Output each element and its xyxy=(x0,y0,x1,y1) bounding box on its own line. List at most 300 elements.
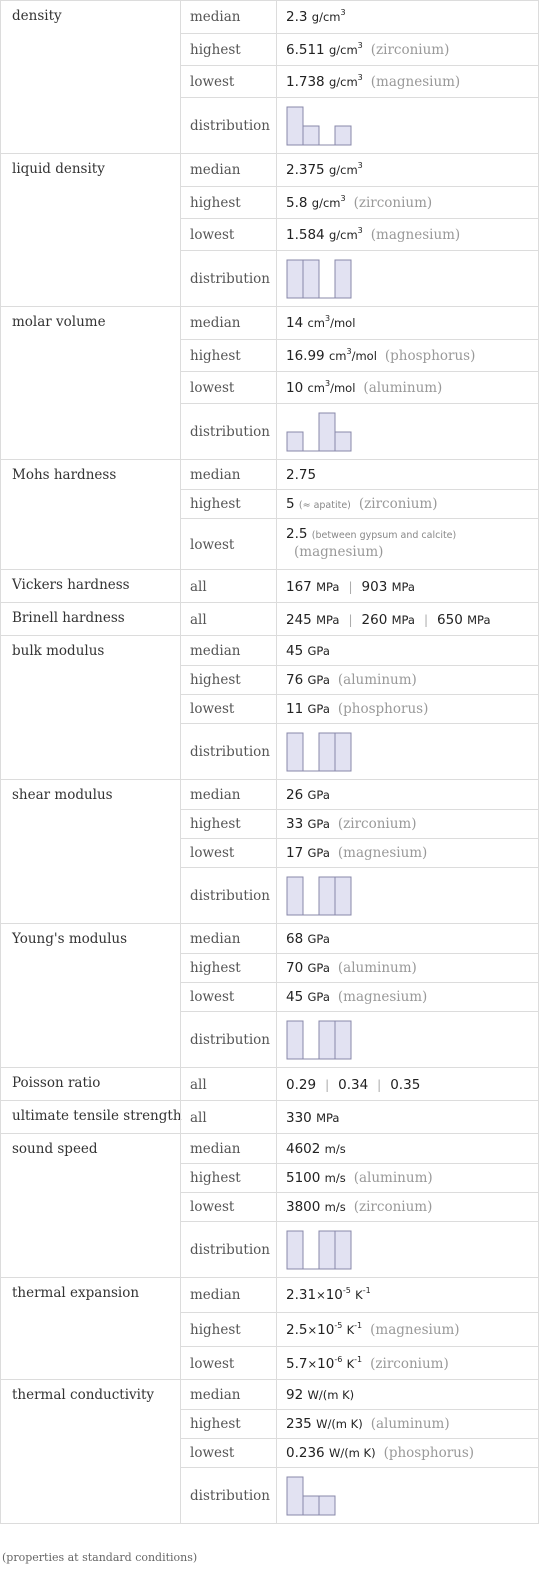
property-group xyxy=(0,1134,539,1278)
histogram-svg xyxy=(286,1230,352,1270)
histogram-bar xyxy=(319,733,335,771)
value-unit: GPa xyxy=(307,990,330,1004)
distribution-histogram xyxy=(286,412,352,452)
value-unit: g/cm xyxy=(328,163,358,177)
value-unit: cm xyxy=(307,316,326,330)
value-number: 0.34 xyxy=(338,1076,369,1093)
stat-label: distribution xyxy=(190,888,270,904)
table-row xyxy=(181,603,538,636)
stat-value xyxy=(286,701,428,717)
unit-superscript: 3 xyxy=(325,314,331,323)
property-name: liquid density xyxy=(12,161,105,177)
stat-value xyxy=(286,1110,339,1126)
value-number: 26 xyxy=(286,786,304,803)
times-sign: × xyxy=(307,1356,318,1371)
property-group xyxy=(0,603,539,636)
stat-label: highest xyxy=(190,41,241,58)
value-unit: MPa xyxy=(316,579,340,594)
unit-superscript: 3 xyxy=(340,193,346,203)
value-unit: cm xyxy=(328,348,347,363)
value-number: 2.3 xyxy=(286,9,308,25)
property-group xyxy=(0,636,539,780)
value-number: 3800 xyxy=(286,1199,321,1215)
property-name: density xyxy=(12,8,62,24)
table-row xyxy=(181,65,538,97)
exponent-base: 10 xyxy=(317,1355,335,1372)
stat-label: lowest xyxy=(190,1199,235,1215)
histogram-bar xyxy=(287,877,303,915)
unit-superscript: -1 xyxy=(362,1286,371,1295)
table-row xyxy=(181,186,538,218)
property-name: sound speed xyxy=(12,1141,98,1157)
histogram-svg xyxy=(286,1476,336,1516)
stat-value xyxy=(286,42,449,58)
table-row xyxy=(181,1409,538,1438)
exponent-base: 10 xyxy=(325,1287,343,1303)
histogram-bar xyxy=(287,107,303,145)
value-unit: g/cm xyxy=(328,227,358,242)
unit-superscript: 3 xyxy=(357,225,363,235)
distribution-histogram xyxy=(286,732,352,772)
value-number: 0.35 xyxy=(390,1076,421,1093)
histogram-bar xyxy=(287,1021,303,1059)
histogram-bar xyxy=(335,1231,351,1269)
stat-value xyxy=(286,989,427,1005)
value-number: 17 xyxy=(286,845,304,861)
histogram-svg xyxy=(286,259,352,299)
property-group xyxy=(0,1101,539,1134)
source-element: (zirconium) xyxy=(337,816,417,832)
value-unit: W/(m K) xyxy=(328,1446,376,1460)
histogram-bar xyxy=(303,260,319,298)
stat-label: median xyxy=(190,930,241,947)
source-element: (magnesium) xyxy=(370,226,461,243)
table-row xyxy=(181,1312,538,1346)
property-name: ultimate tensile strength xyxy=(12,1108,182,1124)
property-name: Brinell hardness xyxy=(12,610,125,626)
property-name: Vickers hardness xyxy=(12,577,130,593)
value-unit: GPa xyxy=(307,787,330,802)
value-number: 92 xyxy=(286,1386,304,1403)
table-row xyxy=(181,809,538,838)
table-row xyxy=(181,97,538,154)
histogram-svg xyxy=(286,732,352,772)
histogram-bar xyxy=(287,1231,303,1269)
stat-label: distribution xyxy=(190,1488,270,1504)
table-row xyxy=(181,780,538,809)
stat-label: median xyxy=(190,315,241,331)
source-element: (magnesium) xyxy=(370,73,461,90)
table-row xyxy=(181,403,538,460)
stat-value xyxy=(286,612,491,628)
histogram-bar xyxy=(319,413,335,451)
histogram-svg xyxy=(286,412,352,452)
stat-value xyxy=(286,348,475,364)
histogram-bar xyxy=(319,1496,335,1515)
value-number: 33 xyxy=(286,816,304,832)
stat-label: all xyxy=(190,1109,207,1126)
histogram-bar xyxy=(335,733,351,771)
source-element: (magnesium) xyxy=(337,845,428,861)
stat-label: lowest xyxy=(190,379,235,396)
property-name: thermal expansion xyxy=(12,1285,140,1301)
table-row xyxy=(181,953,538,982)
stat-value xyxy=(286,496,438,512)
value-number: 10 xyxy=(286,379,304,396)
histogram-bar xyxy=(335,432,351,451)
table-row xyxy=(181,867,538,924)
times-sign: × xyxy=(307,1322,318,1337)
value-number: 76 xyxy=(286,672,304,688)
value-unit: g/cm xyxy=(328,42,358,57)
histogram-bar xyxy=(335,1021,351,1059)
distribution-histogram xyxy=(286,1230,352,1270)
stat-value xyxy=(286,643,330,659)
unit-superscript: 3 xyxy=(357,40,363,50)
table-row xyxy=(181,1192,538,1221)
table-row xyxy=(181,1163,538,1192)
source-element: (zirconium) xyxy=(370,41,450,58)
value-unit: cm xyxy=(307,380,326,395)
value-number: 68 xyxy=(286,930,304,947)
value-number: 330 xyxy=(286,1109,312,1126)
value-unit: K xyxy=(346,1322,355,1337)
value-unit: MPa xyxy=(467,612,491,627)
stat-label: distribution xyxy=(190,271,270,287)
table-row xyxy=(181,1068,538,1101)
table-row xyxy=(181,1467,538,1524)
stat-value xyxy=(286,931,330,947)
value-number: 235 xyxy=(286,1416,312,1432)
stat-label: median xyxy=(190,9,241,25)
stat-value xyxy=(286,467,316,483)
value-unit: m/s xyxy=(324,1200,346,1214)
table-row xyxy=(181,518,538,570)
value-unit: /mol xyxy=(351,348,377,363)
table-row xyxy=(181,1346,538,1380)
stat-value xyxy=(286,960,417,976)
value-number: 2.375 xyxy=(286,162,325,178)
source-element: (phosphorus) xyxy=(384,347,476,364)
stat-label: median xyxy=(190,786,241,803)
source-element: (zirconium) xyxy=(370,1355,449,1372)
value-number: 11 xyxy=(286,701,304,717)
source-element: (zirconium) xyxy=(353,194,433,211)
value-unit: W/(m K) xyxy=(316,1417,363,1431)
source-element: (aluminum) xyxy=(337,672,417,688)
value-unit: g/cm xyxy=(328,74,358,89)
histogram-bar xyxy=(319,1231,335,1269)
distribution-histogram xyxy=(286,259,352,299)
stat-label: highest xyxy=(190,194,241,211)
exponent: -5 xyxy=(334,1320,343,1330)
stat-label: lowest xyxy=(190,1445,235,1461)
stat-value xyxy=(286,74,460,90)
property-group xyxy=(0,460,539,570)
value-number: 0.236 xyxy=(286,1445,325,1461)
property-group xyxy=(0,1380,539,1524)
value-number: 14 xyxy=(286,315,304,331)
property-name: Young's modulus xyxy=(12,931,128,947)
separator: | xyxy=(377,1077,382,1092)
table-row xyxy=(181,489,538,518)
property-group xyxy=(0,0,539,154)
source-element: (phosphorus) xyxy=(337,701,429,717)
value-number: 2.31 xyxy=(286,1287,317,1303)
value-unit: g/cm xyxy=(311,195,341,210)
stat-value xyxy=(286,579,415,595)
table-row xyxy=(181,1380,538,1409)
table-row xyxy=(181,1101,538,1134)
stat-value xyxy=(286,1141,346,1157)
stat-label: distribution xyxy=(190,118,270,134)
stat-label: distribution xyxy=(190,1242,270,1258)
table-row xyxy=(181,460,538,489)
property-name: thermal conductivity xyxy=(12,1387,155,1403)
distribution-histogram xyxy=(286,1020,352,1060)
property-group xyxy=(0,570,539,603)
stat-label: median xyxy=(190,162,241,178)
stat-value xyxy=(286,787,330,803)
property-group xyxy=(0,924,539,1068)
table-row xyxy=(181,570,538,603)
value-unit: GPa xyxy=(307,643,330,658)
table-row xyxy=(181,924,538,953)
separator: | xyxy=(423,612,429,627)
unit-superscript: 3 xyxy=(346,346,352,356)
property-group xyxy=(0,1068,539,1101)
stat-label: lowest xyxy=(190,701,235,717)
stat-label: distribution xyxy=(190,744,270,760)
value-unit: MPa xyxy=(391,612,415,627)
table-row xyxy=(181,307,538,339)
stat-value xyxy=(286,1199,432,1215)
stat-label: highest xyxy=(190,672,241,688)
value-comment: (between gypsum and calcite) xyxy=(311,530,457,541)
source-element: (aluminum) xyxy=(353,1170,433,1186)
source-element: (magnesium) xyxy=(337,989,428,1005)
table-row xyxy=(181,694,538,723)
value-unit: MPa xyxy=(391,579,415,594)
value-number: 5 xyxy=(286,496,295,512)
histogram-svg xyxy=(286,1020,352,1060)
value-number: 245 xyxy=(286,611,312,628)
stat-label: distribution xyxy=(190,424,270,440)
value-unit: MPa xyxy=(316,612,340,627)
histogram-bar xyxy=(303,1496,319,1515)
value-number: 5.8 xyxy=(286,194,308,211)
property-name: bulk modulus xyxy=(12,643,105,659)
source-element: (aluminum) xyxy=(370,1416,450,1432)
source-element: (zirconium) xyxy=(353,1199,433,1215)
stat-label: median xyxy=(190,642,241,659)
stat-label: lowest xyxy=(190,1355,235,1372)
value-comment: (≈ apatite) xyxy=(298,500,351,511)
value-unit: MPa xyxy=(316,1110,340,1125)
histogram-bar xyxy=(287,1477,303,1515)
unit-superscript: 3 xyxy=(340,8,346,17)
value-unit: g/cm xyxy=(311,10,341,24)
table-row xyxy=(181,1221,538,1278)
table-row xyxy=(181,1,538,33)
source-element: (phosphorus) xyxy=(383,1445,475,1461)
source-element: (zirconium) xyxy=(358,496,438,512)
separator: | xyxy=(348,579,353,594)
stat-label: median xyxy=(190,1140,241,1157)
stat-label: lowest xyxy=(190,536,235,553)
value-unit: m/s xyxy=(324,1141,346,1156)
value-unit: K xyxy=(346,1356,355,1371)
unit-superscript: -1 xyxy=(354,1320,363,1330)
unit-superscript: -1 xyxy=(354,1354,363,1364)
value-number: 2.75 xyxy=(286,466,317,483)
value-number: 1.738 xyxy=(286,73,325,90)
histogram-bar xyxy=(287,733,303,771)
stat-label: highest xyxy=(190,1416,241,1432)
stat-value xyxy=(286,1170,433,1186)
value-unit: GPa xyxy=(307,817,330,831)
stat-value xyxy=(286,672,417,688)
table-row xyxy=(181,723,538,780)
value-number: 1.584 xyxy=(286,226,325,243)
value-unit: W/(m K) xyxy=(307,1387,355,1402)
value-number: 2.5 xyxy=(286,526,308,542)
stat-label: all xyxy=(190,1076,207,1093)
property-name: shear modulus xyxy=(12,787,113,803)
value-unit: GPa xyxy=(307,702,330,716)
stat-value xyxy=(286,9,346,25)
distribution-histogram xyxy=(286,106,352,146)
value-number: 0.29 xyxy=(286,1076,317,1093)
property-name: Mohs hardness xyxy=(12,467,117,483)
source-element: (aluminum) xyxy=(363,379,443,396)
histogram-bar xyxy=(287,432,303,451)
stat-value xyxy=(286,845,427,861)
value-unit: GPa xyxy=(307,961,330,975)
stat-label: median xyxy=(190,466,241,483)
stat-label: lowest xyxy=(190,73,235,90)
exponent: -6 xyxy=(334,1354,343,1364)
table-row xyxy=(181,339,538,371)
stat-label: all xyxy=(190,578,207,595)
value-unit: GPa xyxy=(307,673,330,687)
unit-superscript: 3 xyxy=(325,378,331,388)
value-number: 4602 xyxy=(286,1140,321,1157)
table-row xyxy=(181,33,538,65)
stat-value xyxy=(286,380,442,396)
histogram-bar xyxy=(303,126,319,145)
property-group xyxy=(0,780,539,924)
histogram-bar xyxy=(335,260,351,298)
property-group xyxy=(0,1278,539,1380)
stat-label: lowest xyxy=(190,989,235,1005)
stat-value xyxy=(286,526,530,561)
stat-value xyxy=(286,195,432,211)
stat-value xyxy=(286,1416,450,1432)
table-row xyxy=(181,250,538,307)
stat-label: highest xyxy=(190,347,241,364)
histogram-svg xyxy=(286,106,352,146)
histogram-bar xyxy=(319,1021,335,1059)
value-number: 45 xyxy=(286,989,304,1005)
value-unit: GPa xyxy=(307,931,330,946)
source-element: (aluminum) xyxy=(337,960,417,976)
separator: | xyxy=(325,1077,330,1092)
stat-value xyxy=(286,1356,449,1372)
source-element: (magnesium) xyxy=(294,544,384,560)
histogram-bar xyxy=(335,877,351,915)
stat-label: highest xyxy=(190,1170,241,1186)
stat-label: highest xyxy=(190,1321,241,1338)
histogram-svg xyxy=(286,876,352,916)
table-row xyxy=(181,1278,538,1312)
value-number: 2.5 xyxy=(286,1321,308,1338)
value-number: 167 xyxy=(286,578,312,595)
stat-label: median xyxy=(190,1386,241,1403)
histogram-bar xyxy=(335,126,351,145)
value-number: 70 xyxy=(286,960,304,976)
stat-label: all xyxy=(190,611,207,628)
value-number: 5.7 xyxy=(286,1355,308,1372)
stat-value xyxy=(286,1077,420,1093)
table-row xyxy=(181,1011,538,1068)
stat-label: distribution xyxy=(190,1032,270,1048)
value-unit: m/s xyxy=(324,1171,346,1185)
footnote: (properties at standard conditions) xyxy=(2,1551,198,1564)
stat-value xyxy=(286,1445,474,1461)
stat-value xyxy=(286,1287,371,1303)
stat-label: lowest xyxy=(190,845,235,861)
value-number: 6.511 xyxy=(286,41,325,58)
table-row xyxy=(181,218,538,250)
stat-value xyxy=(286,227,460,243)
unit-superscript: 3 xyxy=(357,161,363,170)
stat-value xyxy=(286,816,417,832)
stat-value xyxy=(286,1387,354,1403)
table-row xyxy=(181,1438,538,1467)
stat-label: lowest xyxy=(190,226,235,243)
stat-value xyxy=(286,162,363,178)
property-group xyxy=(0,307,539,460)
stat-value xyxy=(286,315,355,331)
value-number: 650 xyxy=(437,611,463,628)
table-row xyxy=(181,1134,538,1163)
property-group xyxy=(0,154,539,307)
table-row xyxy=(181,636,538,665)
times-sign: × xyxy=(316,1288,326,1302)
exponent: -5 xyxy=(342,1286,351,1295)
source-element: (magnesium) xyxy=(370,1321,460,1338)
stat-label: highest xyxy=(190,816,241,832)
value-number: 903 xyxy=(361,578,388,595)
stat-value xyxy=(286,1322,460,1338)
value-number: 260 xyxy=(361,611,388,628)
histogram-bar xyxy=(287,260,303,298)
distribution-histogram xyxy=(286,1476,336,1516)
table-row xyxy=(181,982,538,1011)
histogram-bar xyxy=(319,877,335,915)
value-number: 45 xyxy=(286,642,304,659)
table-row xyxy=(181,371,538,403)
table-row xyxy=(181,154,538,186)
exponent-base: 10 xyxy=(317,1321,335,1338)
value-unit: /mol xyxy=(330,316,356,330)
table-row xyxy=(181,665,538,694)
unit-superscript: 3 xyxy=(357,72,363,82)
separator: | xyxy=(348,612,353,627)
stat-label: highest xyxy=(190,960,241,976)
distribution-histogram xyxy=(286,876,352,916)
